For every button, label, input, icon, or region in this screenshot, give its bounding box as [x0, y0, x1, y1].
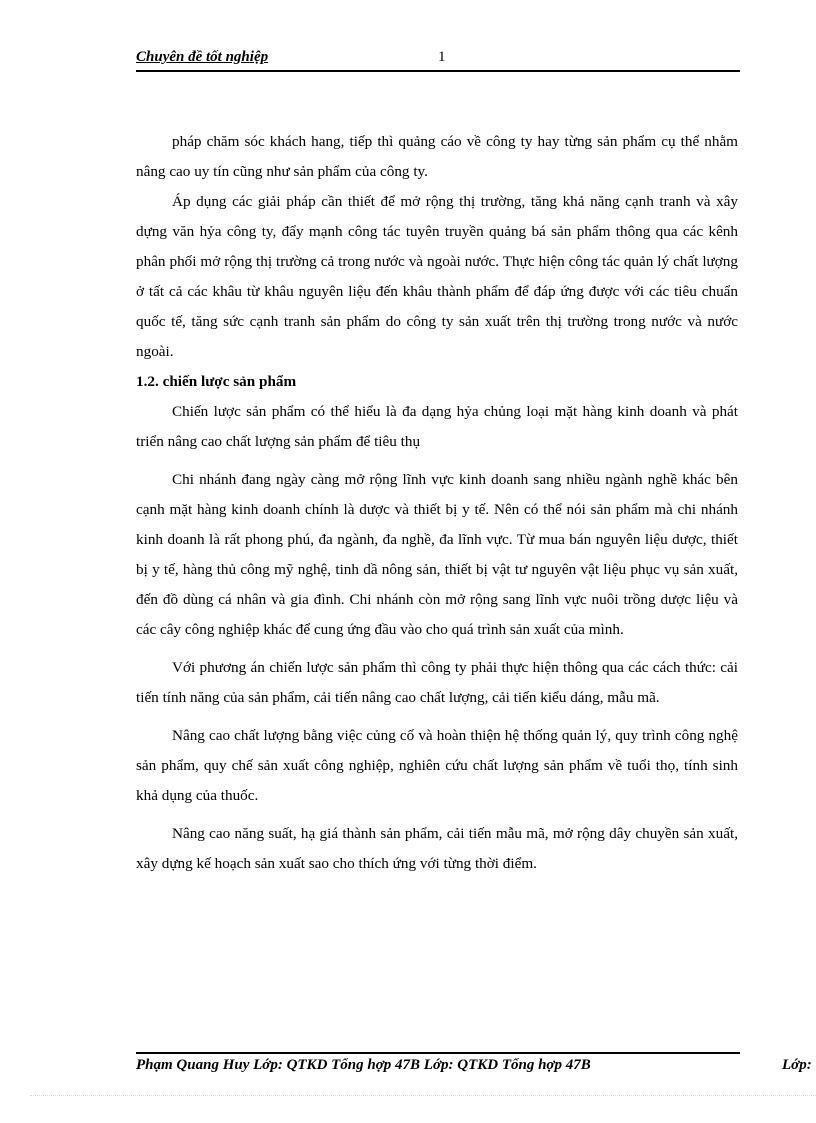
section-heading: 1.2. chiến lược sản phẩm	[136, 373, 297, 390]
paragraph-6: Nâng cao chất lượng bằng việc củng cố và hoàn thiện hệ thống quản lý, quy trình công nghệ sản phẩm, quy chế sản xuất công nghiệp, nghiên cứu chất lượng sản phẩm về tuổi thọ, tính sinh khả dụng của thuốc.	[136, 727, 738, 804]
paragraph-7: Nâng cao năng suất, hạ giá thành sản phẩm, cải tiến mẫu mã, mở rộng dây chuyền sản xuất, xây dựng kế hoạch sản xuất sao cho thích ứng với từng thời điểm.	[136, 825, 738, 872]
paragraph-2: Áp dụng các giải pháp cần thiết để mở rộng thị trường, tăng khả năng cạnh tranh và xây dựng văn hỷa công ty, đẩy mạnh công tác tuyên truyền quảng bá sản phẩm thông qua các kênh phân phối mở rộng thị trường cả trong nước và ngoài nước. Thực hiện công tác quản lý chất lượng ở tất cả các khâu từ khâu nguyên liệu đến khâu thành phẩm để đáp ứng được với các tiêu chuẩn quốc tế, tăng sức cạnh tranh sản phẩm do công ty sản xuất trên thị trường trong nước và nước ngoài.	[136, 193, 738, 360]
page-number: 1	[438, 49, 446, 65]
bottom-dotted-line	[30, 1095, 816, 1096]
footer-divider	[136, 1052, 740, 1054]
document-body	[136, 127, 738, 879]
page-header	[136, 48, 740, 72]
paragraph-4: Chi nhánh đang ngày càng mở rộng lĩnh vực kinh doanh sang nhiều ngành nghề khác bên cạnh mặt hàng kinh doanh chính là dược và thiết bị y tế. Nên có thể nói sản phẩm mà chi nhánh kinh doanh là rất phong phú, đa ngành, đa nghề, đa lĩnh vực. Từ mua bán nguyên liệu dược, thiết bị y tế, hàng thủ công mỹ nghệ, tinh dầ nông sản, thiết bị vật tư nguyên vật liệu phục vụ sản xuất, đến đồ dùng cá nhân và gia đình. Chi nhánh còn mở rộng sang lĩnh vực nuôi trồng dược liệu và các cây công nghiệp khác để cung ứng đầu vào cho quá trình sản xuất của mình.	[136, 471, 738, 638]
footer-class-label: Lớp:	[782, 1057, 812, 1073]
paragraph-1: pháp chăm sóc khách hang, tiếp thì quảng cáo về công ty hay từng sản phẩm cụ thể nhằm nâng cao uy tín cũng như sản phẩm của công ty.	[136, 133, 738, 180]
footer-author-class: Phạm Quang Huy Lớp: QTKD Tổng hợp 47B Lớp: QTKD Tổng hợp 47B	[136, 1057, 591, 1073]
header-title: Chuyên đề tốt nghiệp	[136, 49, 269, 65]
paragraph-3: Chiến lược sản phẩm có thể hiểu là đa dạng hỷa chủng loại mặt hàng kinh doanh và phát triển nâng cao chất lượng sản phẩm để tiêu thụ	[136, 403, 738, 450]
paragraph-5: Với phương án chiến lược sản phẩm thì công ty phải thực hiện thông qua các cách thức: cải tiến tính năng của sản phẩm, cải tiến nâng cao chất lượng, cải tiến kiểu dáng, mẫu mã.	[136, 659, 738, 706]
